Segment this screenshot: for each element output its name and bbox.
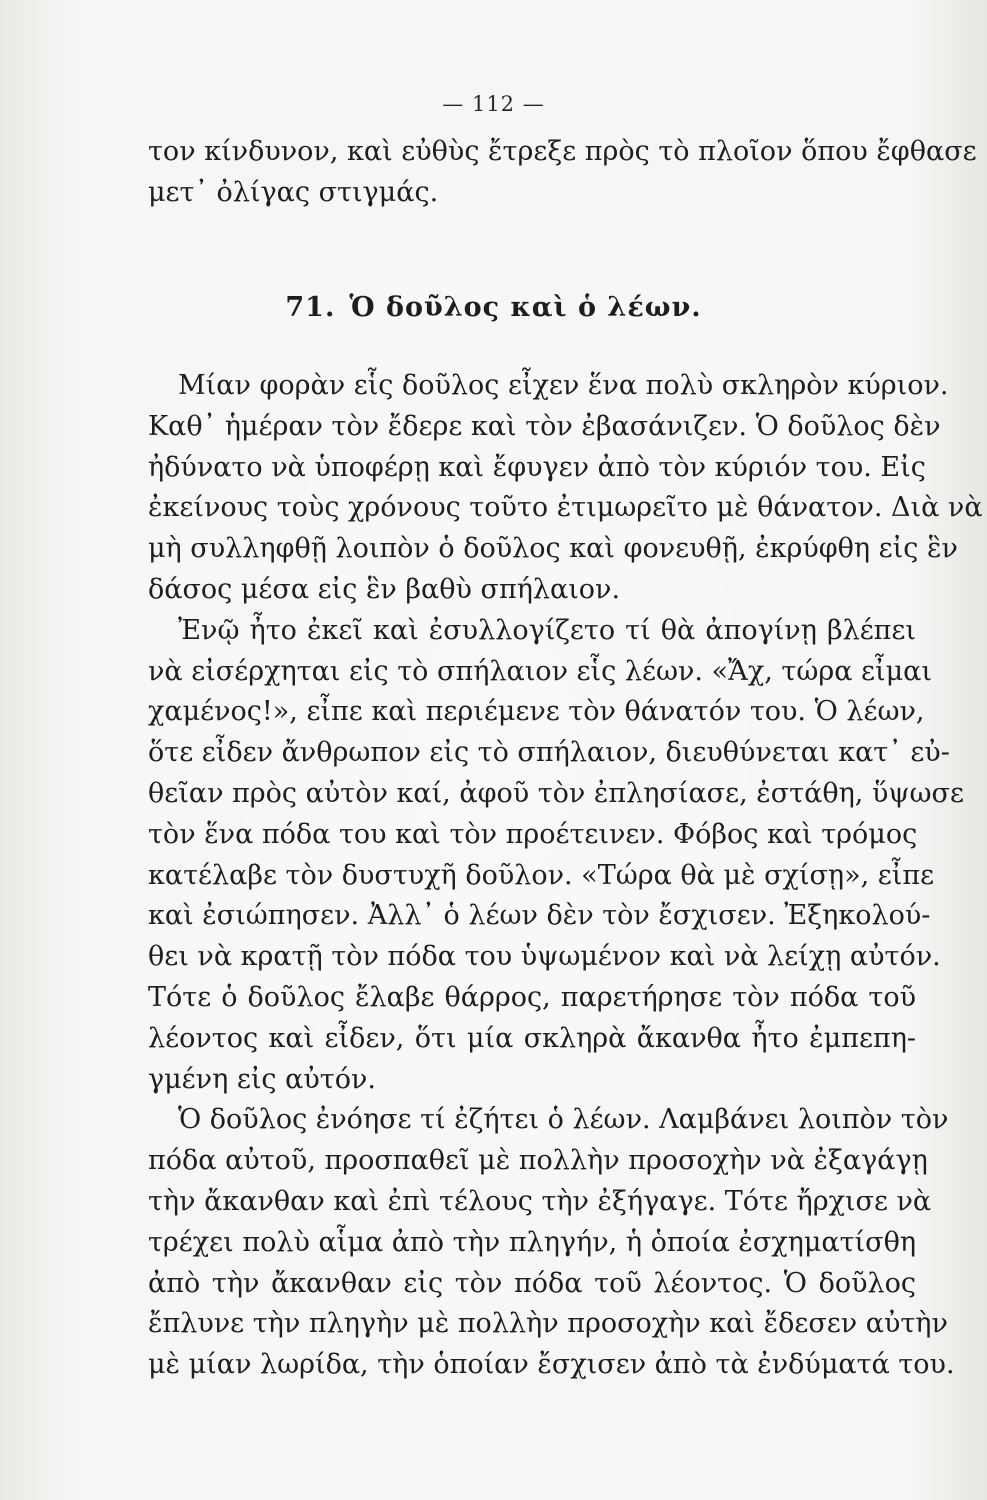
section-heading <box>0 292 987 323</box>
continued-paragraph <box>148 132 977 214</box>
text-line: νὰ εἰσέρχηται εἰς τὸ σπήλαιον εἷς λέων. «Ἄχ, τώρα εἶμαι <box>148 655 932 687</box>
text-line: χαμένος!», εἶπε καὶ περιέμενε τὸν θάνατόν του. Ὁ λέων, <box>148 696 925 728</box>
text-line: Ὁ δοῦλος ἐνόησε τί ἐζήτει ὁ λέων. Λαμβάνει λοιπὸν τὸν <box>178 1104 949 1136</box>
text-line: τὸν ἕνα πόδα του καὶ τὸν προέτεινεν. Φόβος καὶ τρόμος <box>148 818 918 850</box>
text-line: ἀπὸ τὴν ἄκανθαν εἰς τὸν πόδα τοῦ λέοντος. Ὁ δοῦλος <box>148 1267 916 1299</box>
text-line: θει νὰ κρατῇ τὸν πόδα του ὑψωμένον καὶ νὰ λείχῃ αὐτόν. <box>148 941 941 973</box>
text-line: γμένη εἰς αὐτόν. <box>148 1063 376 1095</box>
text-line: κατέλαβε τὸν δυστυχῆ δοῦλον. «Τώρα θὰ μὲ σχίσῃ», εἶπε <box>148 859 935 891</box>
text-line: ἠδύνατο νὰ ὑποφέρῃ καὶ ἔφυγεν ἀπὸ τὸν κύριόν του. Εἰς <box>148 451 926 483</box>
text-line: θεῖαν πρὸς αὐτὸν καί, ἀφοῦ τὸν ἐπλησίασε, ἐστάθη, ὕψωσε <box>148 777 964 809</box>
text-line: ὅτε εἶδεν ἄνθρωπον εἰς τὸ σπήλαιον, διευθύνεται κατ᾿ εὐ- <box>148 737 950 769</box>
text-line: Ἐνῷ ἦτο ἐκεῖ καὶ ἐσυλλογίζετο τί θὰ ἀπογίνῃ βλέπει <box>178 614 916 646</box>
text-line: τρέχει πολὺ αἷμα ἀπὸ τὴν πληγήν, ἡ ὁποία ἐσχηματίσθη <box>148 1226 916 1258</box>
text-line: μὲ μίαν λωρίδα, τὴν ὁποίαν ἔσχισεν ἀπὸ τὰ ἐνδύματά του. <box>148 1349 955 1381</box>
page-number: — 112 — <box>442 92 545 116</box>
text-line: μετ᾿ ὀλίγας στιγμάς. <box>148 176 439 208</box>
text-line: Μίαν φορὰν εἷς δοῦλος εἶχεν ἕνα πολὺ σκληρὸν κύριον. <box>178 370 949 401</box>
text-line: Καθ᾿ ἡμέραν τὸν ἔδερε καὶ τὸν ἐβασάνιζεν. Ὁ δοῦλος δὲν <box>148 410 941 442</box>
text-line: τον κίνδυνον, καὶ εὐθὺς ἔτρεξε πρὸς τὸ πλοῖον ὅπου ἔφθασε <box>148 136 977 167</box>
text-line: μὴ συλληφθῇ λοιπὸν ὁ δοῦλος καὶ φονευθῇ, ἐκρύφθη εἰς ἓν <box>148 533 958 565</box>
section-title: Ὁ δοῦλος καὶ ὁ λέων. <box>349 292 702 323</box>
story-body <box>148 366 983 1386</box>
text-line: δάσος μέσα εἰς ἓν βαθὺ σπήλαιον. <box>148 573 621 605</box>
text-line: καὶ ἐσιώπησεν. Ἀλλ᾿ ὁ λέων δὲν τὸν ἔσχισεν. Ἐξηκολού- <box>148 900 931 932</box>
text-line: πόδα αὐτοῦ, προσπαθεῖ μὲ πολλὴν προσοχὴν νὰ ἐξαγάγῃ <box>148 1145 928 1177</box>
text-line: ἐκείνους τοὺς χρόνους τοῦτο ἐτιμωρεῖτο μὲ θάνατον. Διὰ νὰ <box>148 492 983 524</box>
text-line: Τότε ὁ δοῦλος ἔλαβε θάρρος, παρετήρησε τὸν πόδα τοῦ <box>148 981 916 1013</box>
section-number: 71. <box>285 292 336 323</box>
text-line: λέοντος καὶ εἶδεν, ὅτι μία σκληρὰ ἄκανθα ἦτο ἐμπεπη- <box>148 1022 916 1054</box>
text-line: τὴν ἄκανθαν καὶ ἐπὶ τέλους τὴν ἐξήγαγε. Τότε ἤρχισε νὰ <box>148 1185 932 1217</box>
text-line: ἔπλυνε τὴν πληγὴν μὲ πολλὴν προσοχὴν καὶ ἔδεσεν αὐτὴν <box>148 1308 948 1340</box>
